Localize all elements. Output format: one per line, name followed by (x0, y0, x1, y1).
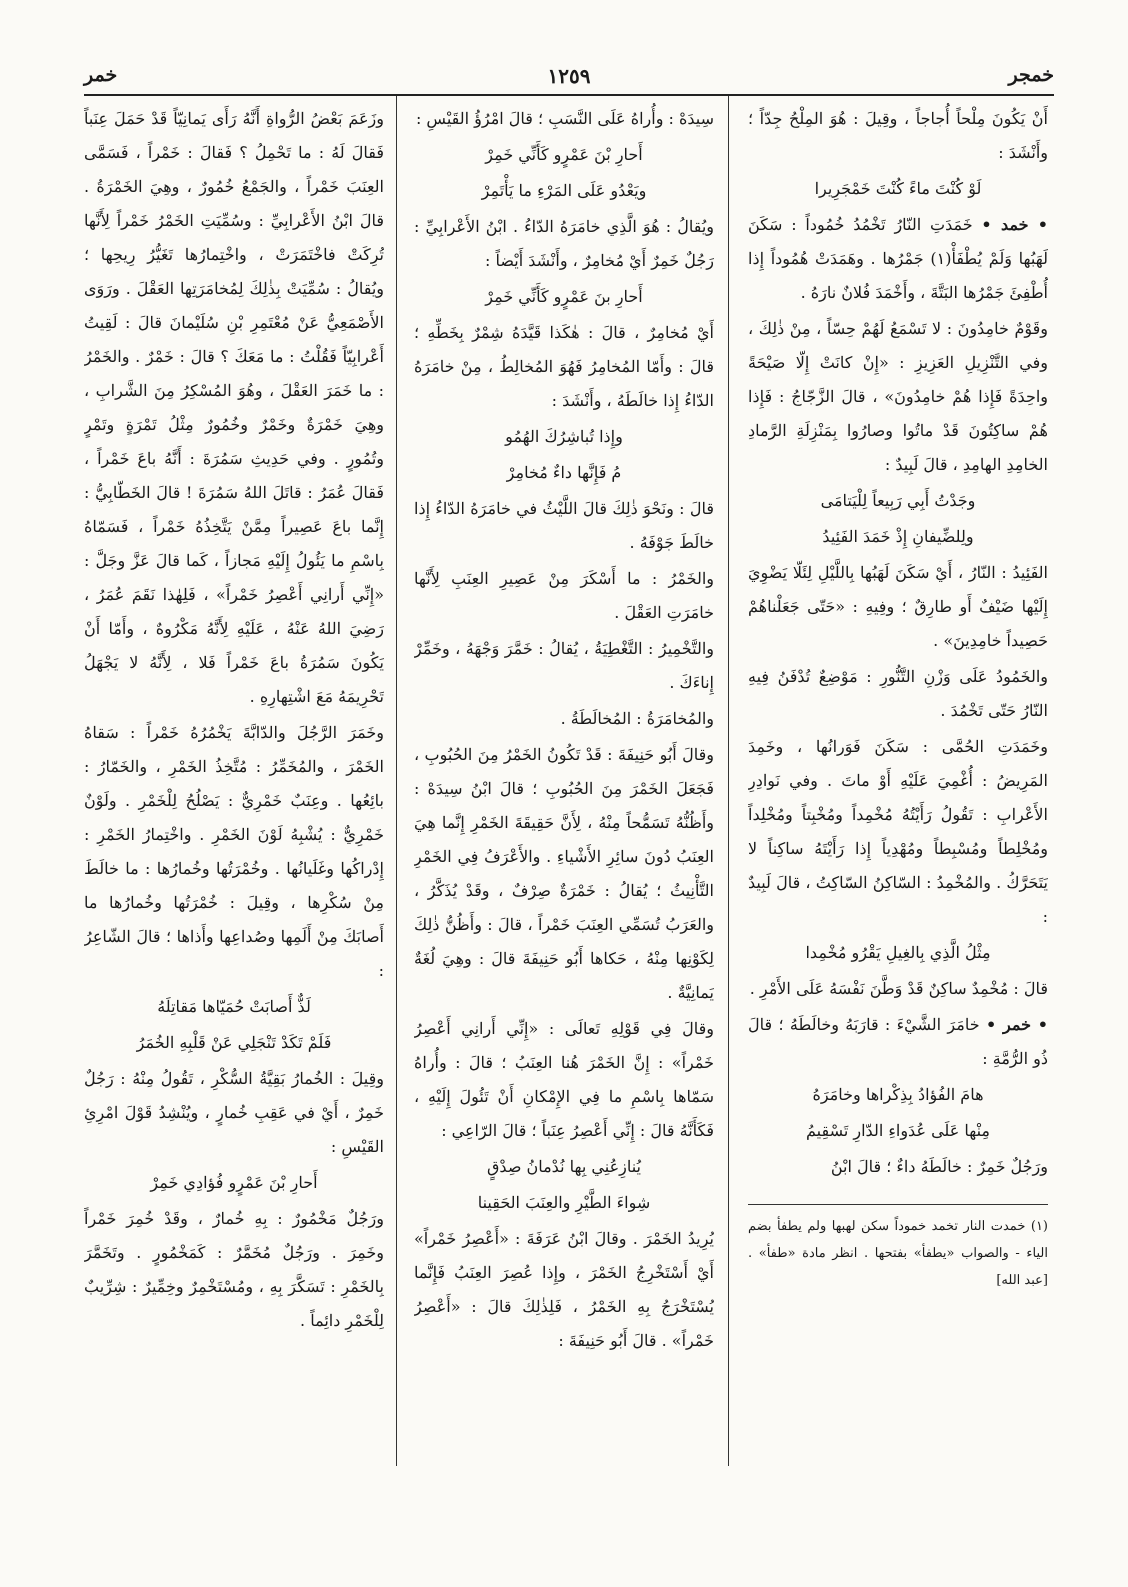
page-header (84, 64, 1054, 92)
verse-line: ويَعْدُو عَلَى المَرْءِ ما يَأْتَمِرْ (481, 181, 647, 200)
paragraph-text: ورَجُلٌ مَخْمُورٌ : بِهِ خُمارٌ ، وقَدْ خُمِرَ خَمْراً وخَمِرَ . ورَجُلٌ مُخَمَّرٌ : كَمَخْمُورٍ . وتَخَمَّرَ بِالخَمْرِ : تَسَكَّرَ بِهِ ، ومُسْتَخْمِرٌ وخِمِّيرٌ : شِرِّيبٌ لِلْخَمْرِ دائِماً . (84, 1209, 384, 1330)
footnote-rule (748, 1204, 1048, 1205)
text-paragraph (748, 312, 1048, 482)
paragraph-text: ويُقالُ : هُوَ الَّذِي خامَرَهُ الدّاءُ . ابْنُ الأَعْرابِيِّ : رَجُلٌ خَمِرٌ أَيْ مُخامِرٌ ، وأَنْشَدَ أَيْضاً : (414, 217, 714, 270)
verse-line: لَذٌّ أَصابَتْ حُمَيّاها مَقاتِلَهُ (157, 997, 311, 1016)
running-head-right: خمجر (1008, 64, 1054, 86)
paragraph-text: خامَرَ الشَّيْءَ : قارَبَهُ وخالَطَهُ ؛ قالَ ذُو الرُّمَّةِ : (748, 1015, 1048, 1068)
footnote: (١) خمدت النار تخمد خموداً سكن لهبها ولم يطفأ بضم الياء - والصواب «يطفأ» بفتحها . انظر مادة «طفأ» . [عبد الله] (748, 1219, 1048, 1288)
text-paragraph (84, 102, 384, 714)
text-paragraph (414, 562, 714, 630)
paragraph-text: الفَئِيدُ : النّارُ ، أَيْ سَكَنَ لَهَبُها بِاللَّيْلِ لِئَلّا يَضْوِيَ إِلَيْها ضَيْفٌ أَو طارِقٌ ؛ وفِيهِ : «حَتّى جَعَلْناهُمْ حَصِيداً خامِدِينَ» . (748, 563, 1048, 650)
verse-line: شِواءَ الطَّيْرِ والعِنَبَ الحَقِينا (477, 1193, 651, 1212)
column-divider-left (396, 96, 397, 1466)
paragraph-text: قالَ : ونَحْوَ ذٰلِكَ قالَ اللَّيْثُ في خامَرَهُ الدّاءُ إِذا خالَطَ جَوْفَهُ . (414, 499, 714, 552)
verse-line: فَلَمْ تَكَدْ تَنْجَلِي عَنْ قَلْبِهِ الخُمَرُ (136, 1033, 332, 1052)
verse-line: مِثْلُ الَّذِي بِالغِيلِ يَقْرُو مُخْمِدا (805, 943, 991, 962)
text-paragraph (748, 730, 1048, 934)
paragraph-text: أَيْ مُخامِرٌ ، قالَ : هٰكَذا قَيَّدَهُ شِمْرٌ بِخَطِّهِ ؛ قالَ : وأَمّا المُخامِرُ فَهُوَ المُخالِطُ ، مِنْ خامَرَهُ الدّاءُ إِذا خالَطَهُ ، وأَنْشَدَ : (414, 323, 714, 410)
text-paragraph (748, 102, 1048, 170)
paragraph-text: وخَمَدَتِ الحُمَّى : سَكَنَ فَوَرانُها ، وخَمِدَ المَرِيضُ : أُغْمِيَ عَلَيْهِ أَوْ ماتَ . وفي نَوادِرِ الأَعْرابِ : تَقُولُ رَأَيْتُهُ مُخْمِداً ومُخْبِتاً ومُخْلِداً ومُخْلِطاً ومُسْبِطاً ومُهْدِياً إِذا رَأَيْتَهُ ساكِناً لا يَتَحَرَّكُ . والمُخْمِدُ : السّاكِنُ السّاكِتُ ، قالَ لَبِيدٌ : (748, 737, 1048, 926)
text-paragraph (414, 1012, 714, 1148)
verse-line: أَحارِ بْنَ عَمْرٍو فُؤادِي خَمِرْ (150, 1173, 318, 1192)
paragraph-text: وزَعَمَ بَعْضُ الرُّواةِ أَنَّهُ رَأَى يَمانِيّاً قَدْ حَمَلَ عِنَباً فَقالَ لَهُ : ما تَحْمِلُ ؟ فَقالَ : خَمْراً ، فَسَمَّى العِنَبَ خَمْراً ، والجَمْعُ خُمُورٌ ، وهِيَ الخَمْرَةُ . قالَ ابْنُ الأَعْرابِيِّ : وسُمِّيَتِ الخَمْرُ خَمْراً لِأَنَّها تُرِكَتْ فاخْتَمَرَتْ ، واخْتِمارُها تَغَيُّرُ رِيحِها ؛ ويُقالُ : سُمِّيَتْ بِذٰلِكَ لِمُخامَرَتِها العَقْلَ . ورَوَى الأَصْمَعِيُّ عَنْ مُعْتَمِرِ بْنِ سُلَيْمانَ قالَ : لَقِيتُ أَعْرابِيّاً فَقُلْتُ : ما مَعَكَ ؟ قالَ : خَمْرٌ . والخَمْرُ : ما خَمَرَ العَقْلَ ، وهُوَ المُسْكِرُ مِنَ الشَّرابِ ، وهِيَ خَمْرَةٌ وخَمْرٌ وخُمُورٌ مِثْلُ تَمْرَةٍ وتَمْرٍ وتُمُورٍ . وفي حَدِيثِ سَمُرَةَ : أَنَّهُ باعَ خَمْراً ، فَقالَ عُمَرُ : قاتَلَ اللهُ سَمُرَةَ ! قالَ الخَطّابِيُّ : إِنَّما باعَ عَصِيراً مِمَّنْ يَتَّخِذُهُ خَمْراً ، فَسَمّاهُ بِاسْمِ ما يَئُولُ إِلَيْهِ مَجازاً ، كَما قالَ عَزَّ وجَلَّ : «إِنِّي أَرانِي أَعْصِرُ خَمْراً» ، فَلِهٰذا نَقَمَ عُمَرُ ، رَضِيَ اللهُ عَنْهُ ، عَلَيْهِ لِأَنَّهُ مَكْرُوهٌ ، وأَمّا أَنْ يَكُونَ سَمُرَةُ باعَ خَمْراً فَلا ، لِأَنَّهُ لا يَجْهَلُ تَحْرِيمَهُ مَعَ اشْتِهارِهِ . (84, 109, 384, 706)
text-paragraph (414, 316, 714, 418)
page-number: ١٢٥٩ (547, 64, 591, 88)
header-rule (84, 94, 1054, 96)
paragraph-text: وقَوْمٌ خامِدُونَ : لا تَسْمَعُ لَهُمْ حِسّاً ، مِنْ ذٰلِكَ ، وفي التَّنْزِيلِ العَزِيزِ : «إِنْ كانَتْ إِلّا صَيْحَةً واحِدَةً فَإِذا هُمْ خامِدُونَ» ، قالَ الزَّجّاجُ : فَإِذا هُمْ ساكِتُونَ قَدْ ماتُوا وصارُوا بِمَنْزِلَةِ الرَّمادِ الخامِدِ الهامِدِ ، قالَ لَبِيدٌ : (748, 319, 1048, 474)
paragraph-text: قالَ : مُخْمِدٌ ساكِنٌ قَدْ وَطَّنَ نَفْسَهُ عَلَى الأَمْرِ . (749, 979, 1048, 998)
verse-line: لَوْ كُنْتَ ماءً كُنْتَ خَمْجَرِيرا (814, 179, 982, 198)
text-paragraph (414, 492, 714, 560)
text-paragraph (748, 1150, 1048, 1184)
column-divider-right (728, 96, 729, 1466)
paragraph-text: ورَجُلٌ خَمِرٌ : خالَطَهُ داءٌ ؛ قالَ ابْنُ (830, 1157, 1048, 1176)
verse-line: أَحارِ بنَ عَمْرٍو كَأَنِّي خَمِرْ (485, 287, 643, 306)
text-paragraph (414, 102, 714, 136)
paragraph-text: خَمَدَتِ النّارُ تَخْمُدُ خُمُوداً : سَكَنَ لَهَبُها وَلَمْ يُطْفَأْ(١) جَمْرُها . وهَمَدَتْ هُمُوداً إِذا أُطْفِئَ جَمْرُها البَتَّةَ ، وأَخْمَدَ فُلانٌ نارَهُ . (748, 215, 1048, 302)
verse-line: يُنازِعُنِي بِها نُدْمانُ صِدْقٍ (487, 1157, 641, 1176)
verse-line: هامَ الفُؤادُ بِذِكْراها وخامَرَهُ (812, 1085, 984, 1104)
running-head-left: خمر (84, 64, 118, 86)
paragraph-text: وقِيلَ : الخُمارُ بَقِيَّةُ السُّكْرِ ، تَقُولُ مِنْهُ : رَجُلٌ خَمِرٌ ، أَيْ في عَقِبِ خُمارٍ ، ويُنْشِدُ قَوْلَ امْرِئِ القَيْسِ : (84, 1069, 384, 1156)
paragraph-text: والخَمُودُ عَلَى وَزْنِ التَّنُّورِ : مَوْضِعٌ تُدْفَنُ فِيهِ النّارُ حَتّى تَخْمُدَ . (748, 667, 1048, 720)
verse-line: أَحارِ بْنَ عَمْرٍو كَأَنِّي خَمِرْ (485, 145, 643, 164)
text-paragraph (414, 702, 714, 736)
paragraph-text: وقالَ أَبُو حَنِيفَةَ : قَدْ تَكُونُ الخَمْرُ مِنَ الحُبُوبِ ، فَجَعَلَ الخَمْرَ مِنَ الحُبُوبِ ؛ قالَ ابْنُ سِيدَهْ : وأَظُنُّهُ تَسَمُّحاً مِنْهُ ، لِأَنَّ حَقِيقَةَ الخَمْرِ إِنَّما هِيَ العِنَبُ دُونَ سائِرِ الأَشْياءِ . والأَعْرَفُ فِي الخَمْرِ التَّأْنِيثُ ؛ يُقالُ : خَمْرَةٌ صِرْفٌ ، وقَدْ يُذَكَّرُ ، والعَرَبُ تُسَمِّي العِنَبَ خَمْراً ، قالَ : وأَظُنُّ ذٰلِكَ لِكَوْنِها مِنْهُ ، حَكاها أَبُو حَنِيفَةَ قالَ : وهِيَ لُغَةٌ يَمانِيَّةٌ . (414, 745, 714, 1002)
verse-line: ولِلضِّيفانِ إِذْ خَمَدَ الفَئِيدُ (822, 527, 974, 546)
text-paragraph (414, 632, 714, 700)
column-right (748, 102, 1048, 1472)
verse-line: وجَدْتُ أَبِي رَبِيعاً لِلْيَتامَى (820, 491, 976, 510)
text-paragraph (748, 556, 1048, 658)
verse-line: مِنْها عَلَى عُدَواءِ الدّارِ تَسْقِيمُ (806, 1121, 990, 1140)
column-middle (414, 102, 714, 1472)
entry-headword: • خمد • (981, 215, 1048, 234)
verse-line: مُ فَإِنَّها داءٌ مُخامِرْ (506, 463, 622, 482)
verse-line: وإِذا تُباشِرُكَ الهُمُو (505, 427, 623, 446)
paragraph-text: والخَمْرُ : ما أَسْكَرَ مِنْ عَصِيرِ العِنَبِ لِأَنَّها خامَرَتِ العَقْلَ . (414, 569, 714, 622)
paragraph-text: والتَّخْمِيرُ : التَّغْطِيَةُ ، يُقالُ : خَمَّرَ وَجْهَهُ ، وخَمِّرْ إِناءَكَ . (414, 639, 714, 692)
paragraph-text: وخَمَرَ الرَّجُلَ والدّابَّةَ يَخْمُرُهُ خَمْراً : سَقاهُ الخَمْرَ ، والمُخَمِّرُ : مُتَّخِذُ الخَمْرِ ، والخَمّارُ : بائِعُها . وعِنَبٌ خَمْرِيٌّ : يَصْلُحُ لِلْخَمْرِ . ولَوْنٌ خَمْرِيٌّ : يُشْبِهُ لَوْنَ الخَمْرِ . واخْتِمارُ الخَمْرِ : إِدْراكُها وغَلَيانُها . وخُمْرَتُها وخُمارُها : ما خالَطَ مِنْ سُكْرِها ، وقِيلَ : خُمْرَتُها وخُمارُها ما أَصابَكَ مِنْ أَلَمِها وصُداعِها وأَذاها ؛ قالَ الشّاعِرُ : (84, 723, 384, 980)
entry-headword: • خمر • (985, 1015, 1048, 1034)
paragraph-text: يُرِيدُ الخَمْرَ . وقالَ ابْنُ عَرَفَةَ : «أَعْصِرُ خَمْراً» أَيْ أَسْتَخْرِجُ الخَمْرَ ، وإِذا عُصِرَ العِنَبُ فَإِنَّما يُسْتَخْرَجُ بِهِ الخَمْرُ ، فَلِذٰلِكَ قالَ : «أَعْصِرُ خَمْراً» . قالَ أَبُو حَنِيفَةَ : (414, 1229, 714, 1350)
paragraph-text: وقالَ فِي قَوْلِهِ تَعالَى : «إِنِّي أَرانِي أَعْصِرُ خَمْراً» : إِنَّ الخَمْرَ هُنا العِنَبُ ؛ قالَ : وأُراهُ سَمّاها بِاسْمِ ما فِي الإِمْكانِ أَنْ تَئُولَ إِلَيْهِ ، فَكَأَنَّهُ قالَ : إِنِّي أَعْصِرُ عِنَباً ؛ قالَ الرّاعِي : (414, 1019, 714, 1140)
text-paragraph (414, 738, 714, 1010)
text-paragraph (84, 1062, 384, 1164)
paragraph-text: سِيدَهْ : وأُراهُ عَلَى النَّسَبِ ؛ قالَ امْرُؤُ القَيْسِ : (415, 109, 714, 128)
text-paragraph (84, 1202, 384, 1338)
text-paragraph (748, 208, 1048, 310)
text-paragraph (748, 972, 1048, 1006)
paragraph-text: والمُخامَرَةُ : المُخالَطَةُ . (560, 709, 714, 728)
column-left (84, 102, 384, 1472)
text-paragraph (414, 1222, 714, 1358)
text-paragraph (414, 210, 714, 278)
text-paragraph (748, 1008, 1048, 1076)
text-paragraph (748, 660, 1048, 728)
text-paragraph (84, 716, 384, 988)
paragraph-text: أَنْ يَكُونَ مِلْحاً أُجاجاً ، وقِيلَ : هُوَ المِلْحُ جِدّاً ؛ وأَنْشَدَ : (748, 109, 1048, 162)
